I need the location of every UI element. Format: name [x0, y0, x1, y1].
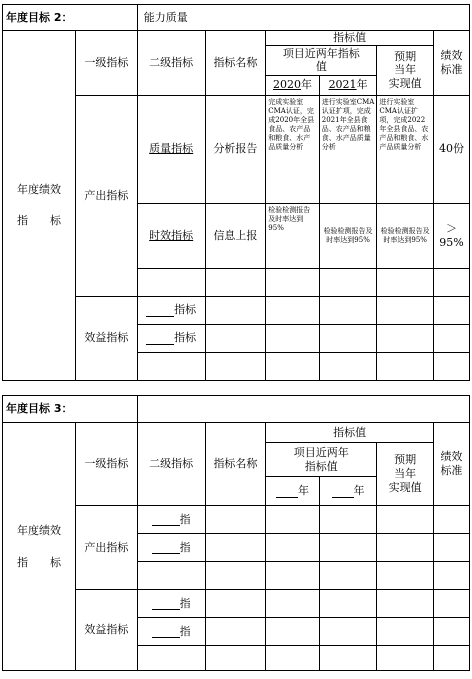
- goal2-empty-cell: [205, 268, 266, 296]
- goal3-empty-cell: [377, 506, 434, 534]
- goal2-header-level1: 一级指标: [76, 31, 138, 96]
- goal3-empty-cell: [319, 618, 377, 646]
- goal2-empty-cell: [377, 324, 434, 352]
- goal2-row2-2021: 检验检测报告及时率达到95%: [319, 203, 377, 268]
- goal3-empty-cell: [205, 534, 266, 562]
- goal2-row1-expected: 进行实验室CMA认证扩项，完成2022年全县食品、农产品和粮食、水产品质量分析: [377, 95, 434, 203]
- goal2-row2-level2: 时效指标: [137, 203, 205, 268]
- goal2-empty-cell: [377, 268, 434, 296]
- goal3-empty-cell: [266, 590, 319, 618]
- goal2-empty-cell: [319, 352, 377, 380]
- goal3-empty-cell: [319, 534, 377, 562]
- goal2-label: 年度目标 2：: [3, 5, 138, 31]
- goal3-header-level2: 二级指标: [137, 423, 205, 506]
- goal2-row2-standard: ＞95%: [433, 203, 469, 268]
- goal2-empty-cell: [205, 352, 266, 380]
- goal2-left-label: 年度绩效 指 标: [3, 31, 76, 381]
- goal3-header-year2: 年: [319, 477, 377, 506]
- goal3-output-item: 指: [137, 534, 205, 562]
- goal3-empty-cell: [377, 534, 434, 562]
- goal3-empty-cell: [319, 506, 377, 534]
- goal2-row1-2020: 完成实验室CMA认证，完成2020年全县食品、农产品和粮食、水产品质量分析: [266, 95, 319, 203]
- goal3-empty-cell: [377, 562, 434, 590]
- goal3-empty-cell: [205, 618, 266, 646]
- goal2-row2-name: 信息上报: [205, 203, 266, 268]
- goal2-empty-cell: [266, 352, 319, 380]
- goal2-empty-cell: [433, 324, 469, 352]
- goal3-empty-cell: [377, 618, 434, 646]
- goal2-benefit-item: 指标: [137, 296, 205, 324]
- goal3-empty-cell: [266, 646, 319, 671]
- goal3-empty-cell: [137, 562, 205, 590]
- goal2-empty-cell: [266, 268, 319, 296]
- goal3-empty-cell: [433, 618, 469, 646]
- goal3-empty-cell: [433, 646, 469, 671]
- goal2-row1-name: 分析报告: [205, 95, 266, 203]
- goal3-value: [137, 396, 469, 423]
- goal2-header-name: 指标名称: [205, 31, 266, 96]
- goal2-header-expected: 预期 当年 实现值: [377, 45, 434, 95]
- goal2-header-recent-two: 项目近两年指标值: [266, 45, 377, 75]
- goal2-row2-2020: 检验检测报告及时率达到95%: [266, 203, 319, 268]
- goal2-header-value-group: 指标值: [266, 31, 434, 46]
- goal3-empty-cell: [205, 506, 266, 534]
- goal3-empty-cell: [266, 506, 319, 534]
- goal2-empty-cell: [377, 352, 434, 380]
- goal3-empty-cell: [137, 646, 205, 671]
- goal2-table: [2, 4, 470, 381]
- goal3-empty-cell: [377, 646, 434, 671]
- goal2-empty-cell: [319, 296, 377, 324]
- goal3-empty-cell: [433, 506, 469, 534]
- goal3-empty-cell: [433, 534, 469, 562]
- goal2-row2-expected: 检验检测报告及时率达到95%: [377, 203, 434, 268]
- goal2-header-standard: 绩效 标准: [433, 31, 469, 96]
- goal3-benefit-item: 指: [137, 618, 205, 646]
- goal3-header-standard: 绩效 标准: [433, 423, 469, 506]
- goal2-header-year2: 2021年: [319, 75, 377, 95]
- goal2-row1-standard: 40份: [433, 95, 469, 203]
- goal3-left-label: 年度绩效 指 标: [3, 423, 76, 671]
- goal2-header-year1: 2020年: [266, 75, 319, 95]
- goal3-empty-cell: [266, 534, 319, 562]
- goal3-header-year1: 年: [266, 477, 319, 506]
- goal3-empty-cell: [205, 646, 266, 671]
- goal2-empty-cell: [205, 324, 266, 352]
- goal2-empty-cell: [377, 296, 434, 324]
- goal2-benefit-item: 指标: [137, 324, 205, 352]
- goal3-header-expected: 预期 当年 实现值: [377, 443, 434, 506]
- goal2-benefit-label: 效益指标: [76, 296, 138, 380]
- goal2-empty-cell: [137, 352, 205, 380]
- goal2-empty-cell: [433, 352, 469, 380]
- goal3-header-value-group: 指标值: [266, 423, 434, 443]
- goal3-empty-cell: [319, 562, 377, 590]
- goal2-value: 能力质量: [137, 5, 469, 31]
- goal2-row1-level2: 质量指标: [137, 95, 205, 203]
- goal2-empty-cell: [137, 268, 205, 296]
- goal2-empty-cell: [319, 268, 377, 296]
- goal3-table: [2, 395, 470, 671]
- goal3-empty-cell: [266, 562, 319, 590]
- goal2-empty-cell: [266, 324, 319, 352]
- goal3-header-name: 指标名称: [205, 423, 266, 506]
- goal2-empty-cell: [433, 268, 469, 296]
- goal2-empty-cell: [266, 296, 319, 324]
- goal2-header-level2: 二级指标: [137, 31, 205, 96]
- goal3-header-level1: 一级指标: [76, 423, 138, 506]
- goal3-empty-cell: [433, 590, 469, 618]
- goal2-empty-cell: [205, 296, 266, 324]
- goal3-empty-cell: [266, 618, 319, 646]
- goal2-empty-cell: [433, 296, 469, 324]
- goal3-label: 年度目标 3：: [3, 396, 138, 423]
- goal3-empty-cell: [319, 646, 377, 671]
- goal3-benefit-label: 效益指标: [76, 590, 138, 671]
- goal3-empty-cell: [377, 590, 434, 618]
- goal3-benefit-item: 指: [137, 590, 205, 618]
- goal2-row1-2021: 进行实验室CMA认证扩项，完成2021年全县食品、农产品和粮食、水产品质量分析: [319, 95, 377, 203]
- goal3-output-item: 指: [137, 506, 205, 534]
- goal3-empty-cell: [433, 562, 469, 590]
- goal3-empty-cell: [205, 590, 266, 618]
- goal3-output-label: 产出指标: [76, 506, 138, 590]
- goal2-empty-cell: [319, 324, 377, 352]
- goal2-output-label: 产出指标: [76, 95, 138, 296]
- goal3-empty-cell: [205, 562, 266, 590]
- goal3-header-recent-two: 项目近两年 指标值: [266, 443, 377, 477]
- goal3-empty-cell: [319, 590, 377, 618]
